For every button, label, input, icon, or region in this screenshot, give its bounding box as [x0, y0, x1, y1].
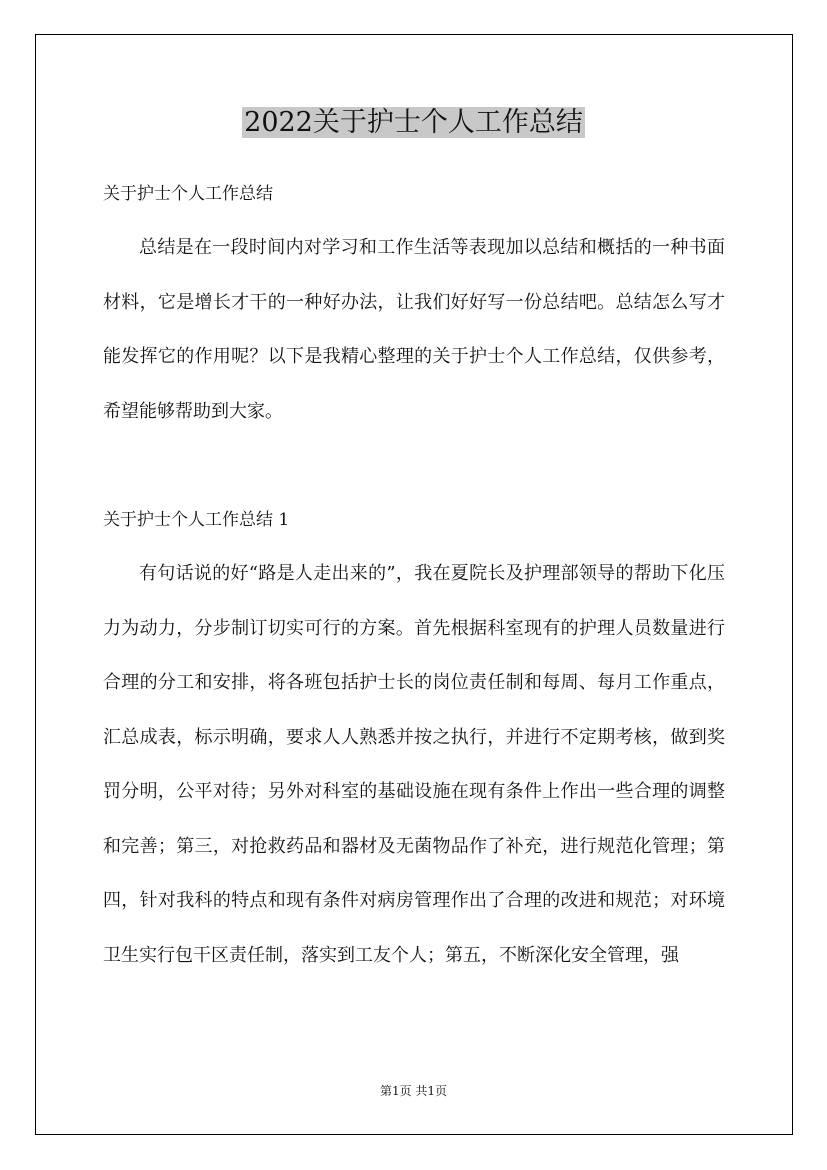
intro-heading: 关于护士个人工作总结: [103, 184, 273, 204]
page-footer: 第1页 共1页: [379, 1084, 448, 1098]
document-title: [0, 104, 827, 142]
section-1-heading: 关于护士个人工作总结 1: [103, 510, 290, 530]
section-1-paragraph: 有句话说的好“路是人走出来的”，我在夏院长及护理部领导的帮助下化压力为动力，分步制订切实可行的方案。首先根据科室现有的护理人员数量进行合理的分工和安排，将各班包括护士长的岗位责任制和每周、每月工作重点，汇总成表，标示明确，要求人人熟悉并按之执行，并进行不定期考核，做到奖罚分明，公平对待；另外对科室的基础设施在现有条件上作出一些合理的调整和完善；第三，对抢救药品和器材及无菌物品作了补充，进行规范化管理；第四，针对我科的特点和现有条件对病房管理作出了合理的改进和规范；对环境卫生实行包干区责任制，落实到工友个人；第五，不断深化安全管理，强: [103, 563, 725, 966]
intro-paragraph: 总结是在一段时间内对学习和工作生活等表现加以总结和概括的一种书面材料，它是增长才干的一种好办法，让我们好好写一份总结吧。总结怎么写才能发挥它的作用呢？以下是我精心整理的关于护士个人工作总结，仅供参考，希望能够帮助到大家。: [103, 237, 725, 422]
document-title-text: 2022关于护士个人工作总结: [244, 107, 583, 138]
